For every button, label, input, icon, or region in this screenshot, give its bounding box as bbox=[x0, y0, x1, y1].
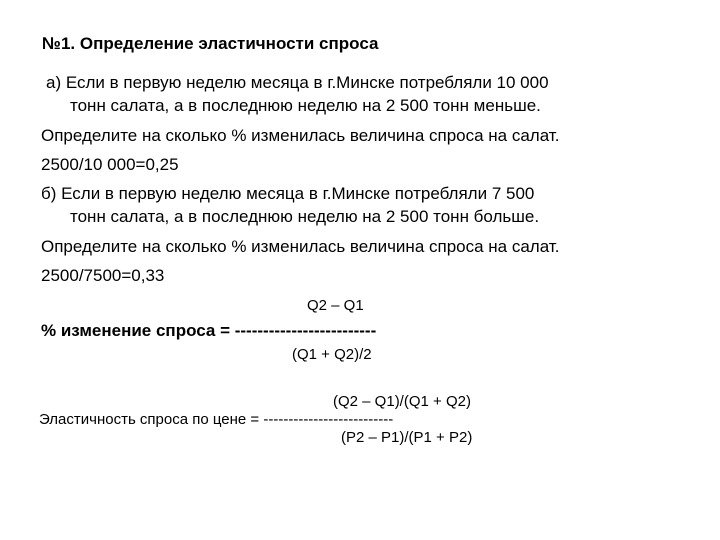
part-b-line-2: тонн салата, а в последнюю неделю на 2 500 тонн больше. bbox=[70, 207, 540, 226]
part-a-question: Определите на сколько % изменилась величина спроса на салат. bbox=[41, 126, 560, 145]
change-formula-numerator: Q2 – Q1 bbox=[307, 297, 364, 314]
part-b-line-1: б) Если в первую неделю месяца в г.Минске потребляли 7 500 bbox=[41, 184, 535, 203]
part-b-question: Определите на сколько % изменилась величина спроса на салат. bbox=[41, 237, 560, 256]
part-a-line-1: а) Если в первую неделю месяца в г.Минске потребляли 10 000 bbox=[46, 73, 549, 92]
elasticity-formula-denominator: (P2 – P1)/(P1 + P2) bbox=[341, 429, 473, 446]
slide-title: №1. Определение эластичности спроса bbox=[42, 34, 379, 53]
change-formula-denominator: (Q1 + Q2)/2 bbox=[292, 346, 372, 363]
elasticity-formula-numerator: (Q2 – Q1)/(Q1 + Q2) bbox=[333, 393, 471, 410]
part-b-answer: 2500/7500=0,33 bbox=[41, 266, 165, 285]
part-a-answer: 2500/10 000=0,25 bbox=[41, 155, 179, 174]
elasticity-formula-label: Эластичность спроса по цене = -------------------------- bbox=[39, 411, 394, 428]
part-a-line-2: тонн салата, а в последнюю неделю на 2 500 тонн меньше. bbox=[70, 96, 541, 115]
change-formula-label: % изменение спроса = ------------------------- bbox=[41, 321, 377, 340]
